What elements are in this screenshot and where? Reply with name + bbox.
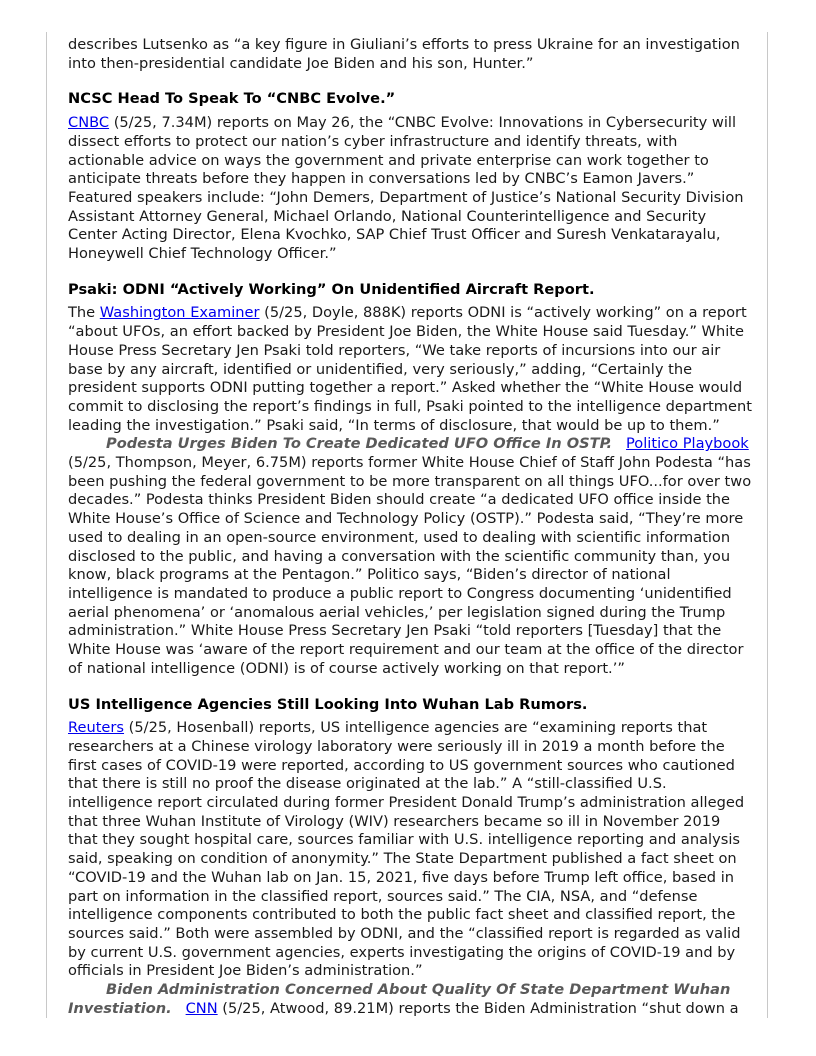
right-margin-rule [767, 32, 768, 1018]
article-heading-ncsc: NCSC Head To Speak To “CNBC Evolve.” [68, 90, 396, 108]
source-link-cnn[interactable]: CNN [185, 999, 218, 1017]
article-heading-psaki: Psaki: ODNI “Actively Working” On Unidentified Aircraft Report. [68, 280, 595, 298]
paragraph-text: (5/25, Hosenball) reports, US intelligence agencies are “examining reports that researchers at a Chinese virology laboratory were seriously ill in 2019 a month before the first cases of COVID-19 were reported, according to US government sources who cautioned that there is still no proof the disease originated at the lab.” A “still-classified U.S. intelligence report circulated during former President Donald Trump’s administration alleged that three Wuhan Institute of Virology (WIV) researchers became so ill in November 2019 that they sought hospital care, sources familiar with U.S. intelligence reporting and analysis said, speaking on condition of anonymity.” The State Department published a fact sheet on “COVID-19 and the Wuhan lab on Jan. 15, 2021, five days before Trump left office, based in part on information in the classified report, sources said.” The CIA, NSA, and “defense intelligence components contributed to both the public fact sheet and classified report, the sources said.” Both were assembled by ODNI, and the “classified report is regarded as valid by current U.S. government agencies, experts investigating the origins of COVID-19 and by officials in President Joe Biden’s administration.” [68, 719, 745, 980]
paragraph-text: (5/25, Atwood, 89.21M) reports the Biden Administration “shut down a [217, 999, 739, 1017]
source-link-cnbc[interactable]: CNBC [68, 114, 110, 132]
document-body [68, 36, 752, 1018]
paragraph-intro: The [68, 304, 100, 322]
paragraph-text: describes Lutsenko as “a key figure in Giuliani’s efforts to press Ukraine for an investigation into then-presidential candidate Joe Biden and his son, Hunter.” [68, 36, 740, 72]
sub-article-podesta [68, 435, 752, 678]
article-heading-wuhan: US Intelligence Agencies Still Looking Into Wuhan Lab Rumors. [68, 695, 588, 713]
article-body-psaki [68, 304, 752, 435]
paragraph-text: (5/25, Thompson, Meyer, 6.75M) reports former White House Chief of Staff John Podesta “has been pushing the federal government to be more transparent on all things UFO...for over two decades.” Podesta thinks President Biden should create “a dedicated UFO office inside the White House’s Office of Science and Technology Policy (OSTP).” Podesta said, “They’re more used to dealing in an open-source environment, used to dealing with scientific information disclosed to the public, and having a conversation with the scientific community than, you know, black programs at the Pentagon.” Politico says, “Biden’s director of national intelligence is mandated to produce a public report to Congress documenting ‘unidentified aerial phenomena’ or ‘anomalous aerial vehicles,’ per legislation signed during the Trump administration.” White House Press Secretary Jen Psaki “told reporters [Tuesday] that the White House was ‘aware of the report requirement and our team at the office of the director of national intelligence (ODNI) is of course actively working on that report.’” [68, 454, 752, 677]
article-continuation [68, 36, 752, 73]
source-link-washington-examiner[interactable]: Washington Examiner [99, 304, 260, 322]
left-margin-rule [46, 32, 47, 1018]
article-body-ncsc [68, 114, 752, 264]
paragraph-text: (5/25, 7.34M) reports on May 26, the “CNBC Evolve: Innovations in Cybersecurity will dissect efforts to protect our nation’s cyber infrastructure and identify threats, with actionable advice on ways the government and private enterprise can work together to anticipate threats before they happen in conversations led by CNBC’s Eamon Javers.” Featured speakers include: “John Demers, Department of Justice’s National Security Division Assistant Attorney General, Michael Orlando, National Counterintelligence and Security Center Acting Director, Elena Kvochko, SAP Chief Trust Officer and Suresh Venkatarayalu, Honeywell Chief Technology Officer.” [68, 114, 744, 263]
paragraph-text: (5/25, Doyle, 888K) reports ODNI is “actively working” on a report “about UFOs, an effort backed by President Joe Biden, the White House said Tuesday.” White House Press Secretary Jen Psaki told reporters, “We take reports of incursions into our air base by any aircraft, identified or unidentified, very seriously,” adding, “Certainly the president supports ODNI putting together a report.” Asked whether the “White House would commit to disclosing the report’s findings in full, Psaki pointed to the intelligence department leading the investigation.” Psaki said, “In terms of disclosure, that would be up to them.” [68, 304, 752, 434]
sub-article-heading-biden-admin: Biden Administration Concerned About Quality Of State Department Wuhan Investiation. [68, 981, 731, 1017]
article-body-wuhan [68, 719, 752, 981]
sub-article-heading-podesta: Podesta Urges Biden To Create Dedicated UFO Office In OSTP. [106, 435, 613, 453]
sub-article-biden-admin [68, 981, 752, 1018]
source-link-reuters[interactable]: Reuters [68, 719, 125, 737]
source-link-politico-playbook[interactable]: Politico Playbook [626, 435, 749, 453]
